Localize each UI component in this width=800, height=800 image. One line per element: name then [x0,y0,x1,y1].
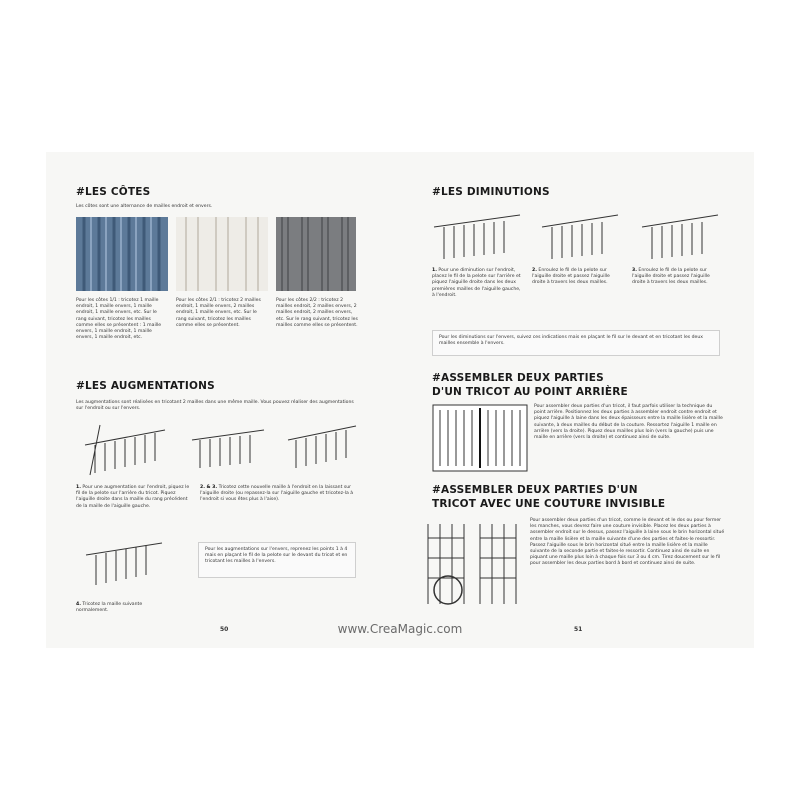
yarn-loop [434,576,462,604]
diminution-step-1-number: 1. [432,268,437,273]
augmentation-step-2-3-number: 2. & 3. [200,485,218,490]
diminution-step-2-text: Enroulez le fil de la pelote sur l'aiguille droite et passez l'aiguille droite à travers les deux mailles. [532,268,610,286]
diminution-step-3-number: 3. [632,268,637,273]
invisible-title-line2: TRICOT AVEC UNE COUTURE INVISIBLE [432,498,666,510]
augmentation-step-4 [76,602,176,614]
diminution-illustration-1 [432,205,522,265]
augmentation-step-1-number: 1. [76,485,81,490]
diminution-step-1 [432,268,524,299]
cotes-caption-1: Pour les côtes 1/1 : tricotez 1 maille endroit, 1 maille envers, 1 maille endroit, 1 maille envers, etc. Sur le rang suivant, tricotez les mailles comme elles se présentent : 1 maille envers, 1 maille endroit, 1 maille envers, 1 maille endroit, etc. [76,298,162,341]
diminution-step-2 [532,268,624,287]
augmentation-illustration-1 [80,420,170,480]
invisible-seam-illustration [418,518,528,610]
invisible-title-line1: #ASSEMBLER DEUX PARTIES D'UN [432,484,638,496]
augmentations-intro: Les augmentations sont réalisées en tricotant 2 mailles dans une même maille. Vous pouvez réaliser des augmentations sur l'endroit ou sur l'envers. [76,400,354,412]
back-stitch-illustration [432,404,528,472]
cotes-intro: Les côtes sont une alternance de mailles endroit et envers. [76,204,213,209]
ribbed-swatch-grey [276,217,356,291]
augmentation-illustration-4 [84,535,164,595]
invisible-text: Pour assembler deux parties d'un tricot, comme le devant et le dos ou pour fermer les manches, vous devrez faire une couture invisible. Placez les deux parties à assembler endroit sur le dessus, passez l'aiguille à laine sous le brin horizontal situé entre la maille lisière et la maille suivante d'une des parties et faites-le ressortir. Passez l'aiguille sous le brin horizontal situé entre la maille lisière et la maille suivante de la seconde partie et faites-le ressortir. Continuez ainsi de suite en piquant une maille plus loin à chaque fois sur 3 ou 4 cm. Tirez doucement sur le fil pour assembler les deux parties bord à bord et continuez ainsi de suite. [530,518,725,567]
augmentations-note: Pour les augmentations sur l'envers, reprenez les points 1 à 4 mais en plaçant le fil de la pelote sur le devant du tricot et en tricotant les mailles à l'envers. [198,542,356,578]
page-number-left: 50 [220,626,229,633]
arriere-title-line1: #ASSEMBLER DEUX PARTIES [432,372,604,384]
diminution-step-3-text: Enroulez le fil de la pelote sur l'aiguille droite et passez l'aiguille droite à travers les deux mailles. [632,268,710,286]
augmentation-illustration-3 [286,420,358,476]
diminutions-note: Pour les diminutions sur l'envers, suivez ces indications mais en plaçant le fil sur le devant et en tricotant les deux mailles ensemble à l'envers. [432,330,720,356]
arriere-title-line2: D'UN TRICOT AU POINT ARRIÈRE [432,386,628,398]
augmentations-title: #LES AUGMENTATIONS [76,380,215,392]
arriere-text: Pour assembler deux parties d'un tricot, il faut parfois utiliser la technique du point arrière. Positionnez les deux parties à assembler endroit contre endroit et piquez l'aiguille à laine dans les deux épaisseurs entre la maille lisière et la maille suivante, à deux mailles du début de la couture. Ressortez l'aiguille 1 maille en arrière (vers la droite). Piquez deux mailles plus loin (vers la gauche) puis une maille en arrière (vers la droite) et continuez ainsi de suite. [534,404,723,441]
augmentation-step-2-3 [200,485,356,504]
cotes-caption-3: Pour les côtes 2/2 : tricotez 2 mailles endroit, 2 mailles envers, 2 mailles endroit, 2 mailles envers, etc. Sur le rang suivant, tricotez les mailles comme elles se présentent. [276,298,358,328]
diminution-step-2-number: 2. [532,268,537,273]
ribbed-swatch-blue [76,217,168,291]
augmentation-step-1 [76,485,194,510]
diminution-illustration-2 [540,205,620,265]
swatch-white-bg [176,217,268,291]
diminutions-title: #LES DIMINUTIONS [432,186,550,198]
augmentation-step-2-3-text: Tricotez cette nouvelle maille à l'endroit en la laissant sur l'aiguille droite (ou repassez-la sur l'aiguille gauche et tricotez-la à l'endroit si vous êtes plus à l'aise). [200,485,354,503]
augmentation-step-4-number: 4. [76,602,81,607]
watermark-text: www.CreaMagic.com [337,622,463,636]
augmentation-step-1-text: Pour une augmentation sur l'endroit, piquez le fil de la pelote sur l'arrière du tricot. Piquez l'aiguille droite dans la maille du rang précédent de la maille de l'aiguille gauche. [76,485,190,509]
diminution-illustration-3 [640,205,720,265]
page-number-right: 51 [574,626,583,633]
diminution-step-1-text: Pour une diminution sur l'endroit, placez le fil de la pelote sur l'arrière et piquez l'aiguille droite dans les deux premières mailles de l'aiguille gauche, à l'endroit. [432,268,521,298]
cotes-title: #LES CÔTES [76,186,151,198]
augmentation-step-4-text: Tricotez la maille suivante normalement. [76,602,143,614]
ribbed-swatch-white [176,217,268,291]
augmentation-illustration-2 [190,422,266,476]
cotes-caption-2: Pour les côtes 2/1 : tricotez 2 mailles endroit, 1 maille envers, 2 mailles endroit, 1 maille envers, etc. Sur le rang suivant, tricotez les mailles comme elles se présentent. [176,298,261,328]
diminution-step-3 [632,268,724,287]
